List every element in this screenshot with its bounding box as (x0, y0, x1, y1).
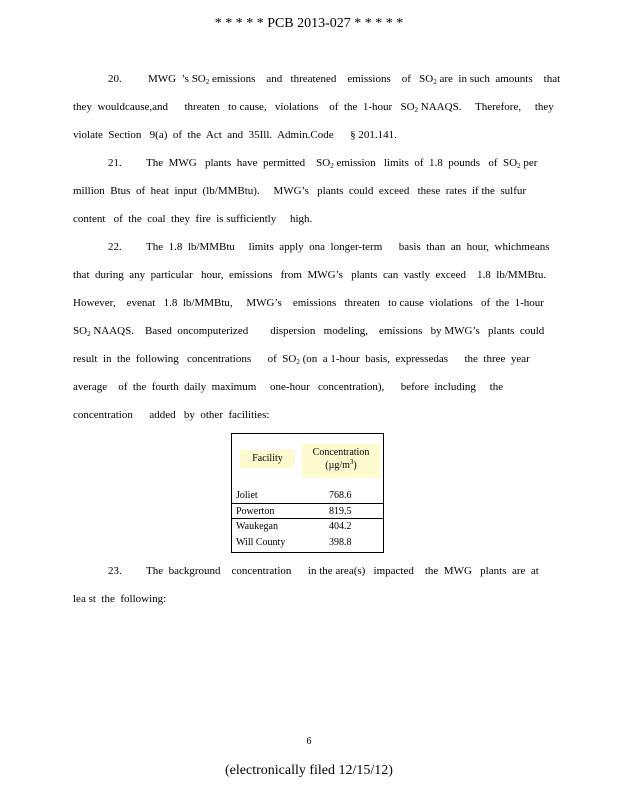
paragraph-22-line-3: However, evenat 1.8 lb/MMBtu, MWG’s emissions threaten to cause violations of the 1-hour (73, 297, 544, 309)
concentration-table (231, 433, 384, 553)
table-cell-value: 398.8 (329, 537, 352, 548)
paragraph-22-line-7: concentration added by other facilities: (73, 409, 270, 421)
table-cell-value: 819.5 (329, 506, 352, 517)
paragraph-23-line-1: The background concentration in the area(s) impacted the MWG plants are at (146, 565, 539, 577)
table-cell-value: 404.2 (329, 521, 352, 532)
table-cell-facility: Joliet (236, 490, 258, 501)
paragraph-22-line-6: average of the fourth daily maximum one-hour concentration), before including the (73, 381, 504, 393)
table-cell-facility: Will County (236, 537, 286, 548)
paragraph-20-line-1: MWG ’s $SO_2$ emissions and threatened emissions of $SO_2$ are in such amounts that (148, 73, 561, 86)
table-header-facility: Facility (252, 453, 283, 464)
page-number: 6 (306, 736, 312, 747)
table-header-concentration: Concentration (312, 447, 370, 458)
table-header-facility-cell (240, 450, 295, 468)
paragraph-20-line-3: violate Section 9(a) of the Act and 35Ill. Admin.Code § 201.141. (73, 129, 397, 141)
table-header-concentration-cell (302, 444, 380, 478)
paragraph-22-line-4: $SO_2$ NAAQS. Based oncomputerized dispersion modeling, emissions by MWG’s plants could (73, 325, 545, 338)
paragraph-20-line-2: they wouldcause,and threaten to cause, violations of the 1-hour $SO_2$ NAAQS. Therefore, they (73, 101, 554, 114)
table-header-unit: $(\mu g/m^3)$ (325, 458, 357, 471)
filing-footer: (electronically filed 12/15/12) (225, 763, 393, 778)
table-cell-facility: Waukegan (236, 521, 278, 532)
paragraph-21-number: 21. (108, 157, 122, 169)
paragraph-23-number: 23. (108, 565, 122, 577)
table-row (232, 535, 383, 551)
paragraph-22-number: 22. (108, 241, 122, 253)
paragraph-21-line-3: content of the coal they fire is sufficiently high. (73, 213, 313, 225)
paragraph-23-line-2: lea st the following: (73, 593, 167, 605)
table-cell-facility: Powerton (236, 506, 275, 517)
paragraph-21-line-2: million Btus of heat input (lb/MMBtu). MWG’s plants could exceed these rates if the sulfur (73, 185, 527, 197)
paragraph-22-line-5: result in the following concentrations of $SO_2$ (on a 1-hour basis, expressedas the three year (73, 353, 530, 366)
paragraph-20-number: 20. (108, 73, 122, 85)
paragraph-21-line-1: The MWG plants have permitted $SO_2$ emission limits of 1.8 pounds of $SO_2$ per (146, 157, 538, 170)
table-cell-value: 768.6 (329, 490, 352, 501)
table-row (232, 518, 383, 535)
paragraph-22-line-2: that during any particular hour, emissions from MWG’s plants can vastly exceed 1.8 lb/MMBtu. (73, 269, 547, 281)
paragraph-22-line-1: The 1.8 lb/MMBtu limits apply ona longer-term basis than an hour, whichmeans (146, 241, 550, 253)
document-header: * * * * * PCB 2013-027 * * * * * (214, 16, 404, 31)
table-row (232, 488, 383, 504)
